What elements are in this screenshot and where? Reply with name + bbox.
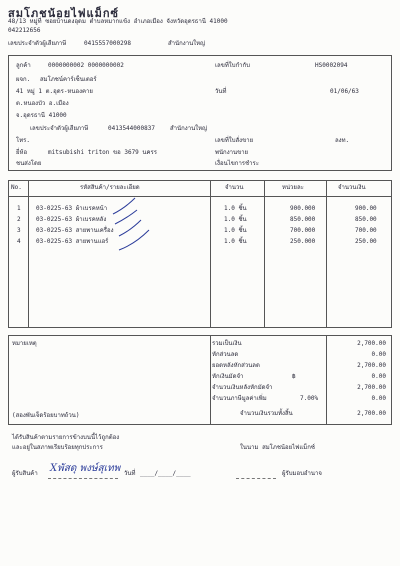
company-tax-id: 0415557000298 (84, 40, 131, 47)
company-name: สมโภชน้อยไฟแม็กซ์ (8, 7, 119, 20)
row-no: 2 (17, 216, 21, 223)
customer-car-label: ยี่ห้อ (16, 149, 28, 156)
summary-value: 2,700.00 (357, 340, 386, 347)
row-amount: 900.00 (355, 205, 377, 212)
col-divider-2 (210, 180, 211, 328)
summary-label: หักเงินมัดจำ (212, 373, 244, 380)
customer-car: mitsubishi triton ขอ 3679 นครร (48, 149, 157, 156)
col-divider-4 (326, 180, 327, 328)
receiver-label: ผู้รับสินค้า (12, 470, 38, 477)
on-behalf: ในนาม สมโภชน้อยไฟแม็กซ์ (240, 444, 315, 451)
summary-value: 2,700.00 (357, 362, 386, 369)
doc-due-label: ลงท. (335, 137, 350, 144)
customer-tax-label: เลขประจำตัวผู้เสียภาษี (30, 125, 89, 132)
summary-label: จำนวนภาษีมูลค่าเพิ่ม (212, 395, 267, 402)
received-note-2: และอยู่ในสภาพเรียบร้อยทุกประการ (12, 444, 103, 451)
doc-date-label: วันที่ (215, 88, 227, 95)
col-header-no: No. (11, 184, 22, 191)
row-price: 850.000 (290, 216, 316, 223)
company-address: 48/13 หมู่ที่ ซอยบ้านดงอุดม ตำบลหมากแข้ง อำเภอเมือง จังหวัดอุดรธานี 41000 (8, 18, 228, 25)
row-price: 700.000 (290, 227, 316, 234)
customer-address-2: ต.หนองบัว อ.เมือง (16, 100, 69, 107)
customer-branch: สำนักงานใหญ่ (170, 125, 208, 132)
doc-sales-label: พนักงานขาย (215, 149, 249, 156)
row-qty: 1.0 ชิ้น (224, 227, 247, 234)
summary-value: 2,700.00 (357, 384, 386, 391)
summary-value: 0.00 (371, 351, 386, 358)
row-no: 3 (17, 227, 21, 234)
amount-in-words: (สองพันเจ็ดร้อยบาทถ้วน) (12, 412, 80, 419)
row-qty: 1.0 ชิ้น (224, 238, 247, 245)
doc-no-label: เลขที่ใบกำกับ (215, 62, 250, 69)
customer-contact-label: ชนส่งโดย (16, 160, 42, 167)
vat-rate: 7.00% (300, 395, 319, 402)
doc-no: HS0002094 (315, 62, 348, 69)
customer-code: 0000000002 0000000002 (48, 62, 124, 69)
company-tax-label: เลขประจำตัวผู้เสียภาษี (8, 40, 67, 47)
summary-label: หักส่วนลด (212, 351, 239, 358)
doc-order-label: เลขที่ใบสั่งขาย (215, 137, 254, 144)
doc-date: 01/06/63 (330, 88, 359, 95)
summary-value: 2,700.00 (357, 410, 386, 417)
company-phone: 042212656 (8, 27, 41, 34)
deposit-mark: ฿ (292, 373, 296, 380)
handwritten-check-marks (105, 196, 155, 254)
col-divider-3 (264, 180, 265, 328)
receiver-date-label: วันที่ (124, 470, 136, 477)
row-no: 4 (17, 238, 21, 245)
col-header-qty: จำนวน (225, 184, 244, 191)
items-table (8, 180, 392, 328)
row-qty: 1.0 ชิ้น (224, 216, 247, 223)
summary-label: จำนวนเงินหลังหักมัดจำ (212, 384, 273, 391)
row-desc: 03-0225-63 สายพานแอร์ (36, 238, 109, 245)
summary-label: ยอดหลังหักส่วนลด (212, 362, 260, 369)
summary-label: รวมเป็นเงิน (212, 340, 242, 347)
row-amount: 850.00 (355, 216, 377, 223)
table-header-divider (8, 196, 392, 197)
row-qty: 1.0 ชิ้น (224, 205, 247, 212)
receiver-signature: Xพัสดุ พงษ์สุเทพ (50, 463, 121, 474)
row-amount: 250.00 (355, 238, 377, 245)
summary-label: จำนวนเงินรวมทั้งสิ้น (240, 410, 293, 417)
col-divider-1 (28, 180, 29, 328)
row-desc: 03-0225-63 ผ้าเบรคหน้า (36, 205, 108, 212)
receiver-sign-line (48, 478, 118, 479)
row-desc: 03-0225-63 ผ้าเบรคหลัง (36, 216, 107, 223)
authorized-label: ผู้รับมอบอำนาจ (282, 470, 322, 477)
summary-divider (210, 335, 211, 425)
row-desc: 03-0225-63 สายพานเครื่อง (36, 227, 114, 234)
row-price: 900.000 (290, 205, 316, 212)
row-price: 250.000 (290, 238, 316, 245)
customer-tel-label: โทร. (16, 137, 31, 144)
col-header-price: หน่วยละ (282, 184, 304, 191)
row-amount: 700.00 (355, 227, 377, 234)
receiver-date-blank: ____/____/____ (140, 470, 191, 477)
company-branch: สำนักงานใหญ่ (168, 40, 206, 47)
row-no: 1 (17, 205, 21, 212)
doc-terms-label: เงื่อนไขการชำระ (215, 160, 259, 167)
col-header-amount: จำนวนเงิน (338, 184, 366, 191)
remark-label: หมายเหตุ (12, 340, 37, 347)
summary-value: 0.00 (371, 395, 386, 402)
summary-divider-2 (326, 335, 327, 425)
customer-address-3: จ.อุดรธานี 41000 (16, 112, 67, 119)
customer-name: สมโภชน์คาร์เซ็นเตอร์ (40, 76, 97, 83)
received-note-1: ได้รับสินค้าตามรายการข้างบนนี้ไว้ถูกต้อง (12, 434, 120, 441)
authorized-sign-line (236, 478, 276, 479)
customer-name-label: ผจก. (16, 76, 31, 83)
customer-tax-id: 0413544000837 (108, 125, 155, 132)
customer-code-label: ลูกค้า (16, 62, 31, 69)
customer-address-1: 41 หมู่ 1 ต.อุดร-หนองคาย (16, 88, 93, 95)
summary-value: 0.00 (371, 373, 386, 380)
col-header-desc: รหัสสินค้า/รายละเอียด (80, 184, 140, 191)
